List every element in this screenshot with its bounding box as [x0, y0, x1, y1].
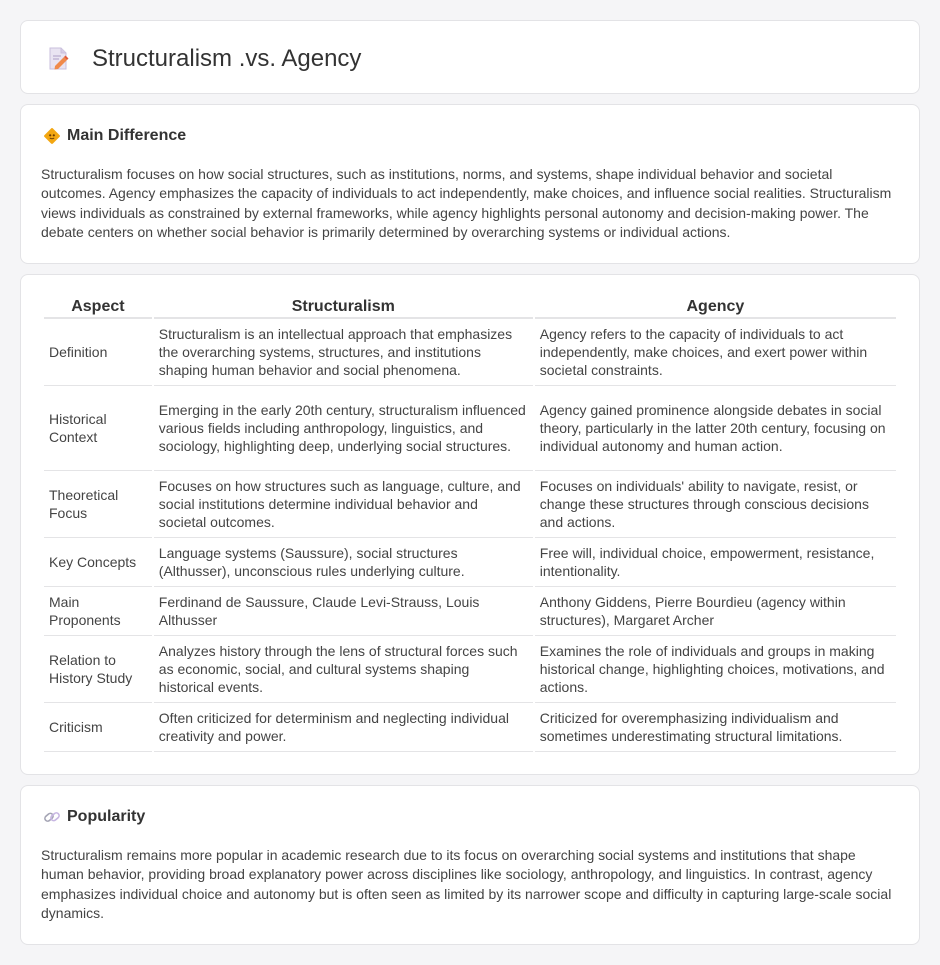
row-aspect: Relation to History Study: [44, 636, 152, 703]
main-difference-text: Structuralism focuses on how social structures, such as institutions, norms, and systems, shape individual behavior and societal outcomes. Agency emphasizes the capacity of individuals to act independently, make choices, and influence social realities. Structuralism views individuals as constrained by external frameworks, while agency highlights personal autonomy and decision-making power. The debate centers on whether social behavior is primarily determined by overarching systems or individual actions.: [41, 166, 892, 240]
row-agency: Free will, individual choice, empowerment, resistance, intentionality.: [535, 538, 896, 587]
table-row: [44, 538, 896, 587]
row-aspect: Criticism: [44, 703, 152, 752]
row-structuralism: Emerging in the early 20th century, structuralism influenced various fields including anthropology, linguistics, and sociology, highlighting deep, underlying social structures.: [154, 386, 533, 471]
header-aspect: Aspect: [44, 295, 152, 319]
title-card: [20, 20, 920, 94]
link-icon: [43, 808, 61, 826]
page-title: Structuralism .vs. Agency: [92, 45, 362, 72]
row-aspect: Definition: [44, 319, 152, 386]
popularity-section: [20, 785, 920, 945]
main-difference-heading: Main Difference: [67, 127, 187, 144]
row-agency: Anthony Giddens, Pierre Bourdieu (agency within structures), Margaret Archer: [535, 587, 896, 636]
table-row: [44, 386, 896, 471]
row-structuralism: Ferdinand de Saussure, Claude Levi-Strauss, Louis Althusser: [154, 587, 533, 636]
table-row: [44, 471, 896, 538]
row-aspect: Key Concepts: [44, 538, 152, 587]
table-row: [44, 587, 896, 636]
diamond-sign-icon: [43, 127, 61, 145]
header-structuralism: Structuralism: [154, 295, 533, 319]
row-agency: Agency refers to the capacity of individuals to act independently, make choices, and exert power within societal constraints.: [535, 319, 896, 386]
row-aspect: Historical Context: [44, 386, 152, 471]
row-agency: Examines the role of individuals and groups in making historical change, highlighting choices, motivations, and actions.: [535, 636, 896, 703]
row-structuralism: Focuses on how structures such as language, culture, and social institutions determine individual behavior and societal outcomes.: [154, 471, 533, 538]
table-row: [44, 703, 896, 752]
row-structuralism: Often criticized for determinism and neglecting individual creativity and power.: [154, 703, 533, 752]
row-aspect: Main Proponents: [44, 587, 152, 636]
main-difference-section: [20, 104, 920, 264]
popularity-text: Structuralism remains more popular in academic research due to its focus on overarching social systems and institutions that shape human behavior, providing broad explanatory power across disciplines like sociology, anthropology, and linguistics. In contrast, agency emphasizes individual choice and autonomy but is often seen as limited by its narrower scope and difficulty in capturing large-scale social dynamics.: [41, 847, 892, 921]
row-agency: Agency gained prominence alongside debates in social theory, particularly in the latter 20th century, focusing on individual autonomy and human action.: [535, 386, 896, 471]
popularity-heading: Popularity: [67, 808, 146, 825]
row-agency: Focuses on individuals' ability to navigate, resist, or change these structures through conscious decisions and actions.: [535, 471, 896, 538]
header-agency: Agency: [535, 295, 896, 319]
comparison-table: [42, 295, 898, 752]
row-structuralism: Structuralism is an intellectual approach that emphasizes the overarching systems, structures, and institutions shaping human behavior and social phenomena.: [154, 319, 533, 386]
row-structuralism: Analyzes history through the lens of structural forces such as economic, social, and cultural systems shaping historical events.: [154, 636, 533, 703]
table-row: [44, 636, 896, 703]
table-header-row: [44, 295, 896, 319]
comparison-section: [20, 274, 920, 775]
row-structuralism: Language systems (Saussure), social structures (Althusser), unconscious rules underlying culture.: [154, 538, 533, 587]
row-agency: Criticized for overemphasizing individualism and sometimes underestimating structural limitations.: [535, 703, 896, 752]
document-pencil-icon: [46, 46, 70, 72]
table-row: [44, 319, 896, 386]
row-aspect: Theoretical Focus: [44, 471, 152, 538]
